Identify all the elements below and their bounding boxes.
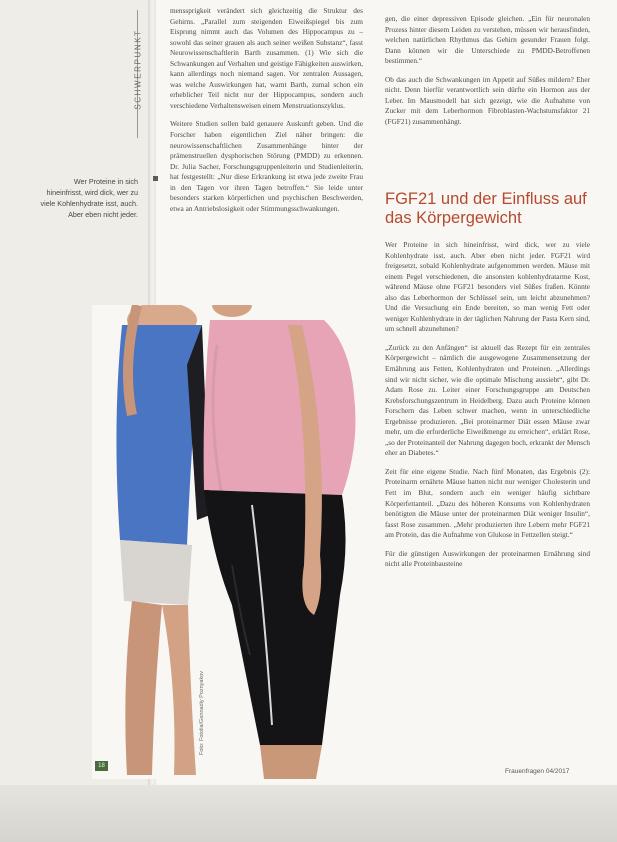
publication-footer: Frauenfragen 04/2017 <box>505 768 570 775</box>
article-photo <box>92 305 373 779</box>
article-column-right-lower <box>385 240 590 578</box>
article-paragraph: gen, die einer depressiven Episode gleichen. „Ein für neuronalen Prozess hinter diesem Leiden zu verstehen, müssen wir herausfinden, welchen natürlichen Rhythmus das Gehirn gesunder Frauen folgt. Dann können wir die Unterschiede zu PMDD-Betroffenen bestimmen.“ <box>385 14 590 66</box>
photo-illustration <box>92 305 373 779</box>
article-paragraph: Für die günstigen Auswirkungen der proteinarmen Ernährung sind nicht alle Proteinbausteine <box>385 548 590 569</box>
article-subheading: FGF21 und der Einfluss auf das Körpergewicht <box>385 190 587 227</box>
photo-credit-text: Foto: Fotolia/Gennadiy Poznyakov <box>199 670 205 756</box>
section-label-text: SCHWERPUNKT <box>133 29 143 110</box>
photo-credit <box>196 660 210 772</box>
article-column-right <box>385 14 590 135</box>
section-label <box>131 8 145 136</box>
margin-pull-quote: Wer Proteine in sich hineinfrisst, wird dick, wer zu viele Kohlenhydrate isst, auch. Aber eben nicht jeder. <box>40 177 138 219</box>
article-paragraph: Zeit für eine eigene Studie. Nach fünf Monaten, das Ergebnis (2): Proteinarm ernährte Mäuse hatten nicht nur weniger Cholesterin und Fett im Blut, sondern auch ein weniger häufig sichtbare Körperfettanteil. „Dazu des höheren Konsums von Kohlenhydraten benötigten die Mäuse unter der proteinarmen Diät weniger Insulin“, fasst Rose zusammen. „Mehr produzierten ihre Lebern mehr FGF21 am Protein, das die Aufnahme von Glukose in Fettzellen steigt.“ <box>385 466 590 540</box>
scan-background <box>0 785 617 842</box>
article-paragraph: Wer Proteine in sich hineinfrisst, wird dick, wer zu viele Kohlenhydrate isst, auch. Aber eben nicht jeder. FGF21 wird freigesetzt, sobald Kohlenhydrate aufgenommen werden. Mäuse mit einem Pegel verschiedenen, die ansonsten kohlenhydratarme Kost, während Mäuse ohne FGF21 besonders viel Süßes fraßen. Könnte also das Leberhormon der Schlüssel sein, um leicht abzunehmen? Und die Versuchung ein Ende bereiten, so man wenig Fett oder weniger Kohlenhydrate in der täglichen Nahrung der Pasta Kern sind, um schnell abzunehmen? <box>385 240 590 334</box>
article-paragraph: Ob das auch die Schwankungen im Appetit auf Süßes mildern? Eher nicht. Denn hierfür verantwortlich sein dürfte ein Hormon aus der Leber. Im Mausmodell hat sich gezeigt, wie die Aufnahme von Zucker mit dem Leberhormon Fibroblasten-Wachstumsfaktor 21 (FGF21) zusammenhängt. <box>385 74 590 126</box>
article-paragraph: menssprigkeit verändert sich gleichzeitig die Struktur des Gehirns. „Parallel zum steigenden Eiweißspiegel bis zum Eisprung nimmt auch das Volumen des Hippocampus zu – sowohl das seiner grauen als auch seiner weißen Substanz“, fasst Neurowissenschaftlerin Barth zusammen. (1) Wie sich die Schwankungen auf Verhalten und geistige Fähigkeiten auswirken, kann allerdings noch niemand sagen. Vor zentralen Aussagen, was welche Auswirkungen hat, warnt Barth, zumal schon ein erheblicher Teil nicht nur der Hippocampus, sondern auch verschiedene Verhaltensweisen einem Menstruationszyklus. <box>170 6 363 110</box>
page-number: 18 <box>95 761 108 771</box>
article-paragraph: Weitere Studien sollen bald genauere Auskunft geben. Und die Forscher haben eigentlichen Ziel näher bringen: die neurowissenschaftlichen Zusammenhänge hinter der prämenstruellen dysphorischen Störung (PMDD) zu erkennen. Dr. Julia Sacher, Forschungsgruppenleiterin und Studienleiterin, hat festgestellt: „Nur diese Erkrankung ist etwa jede zweite Frau in den Tagen vor ihren Tagen betroffen.“ Sie leide unter besonders starken körperlichen und psychischen Beschwerden, etwa an Antriebslosigkeit oder Stimmungsschwankungen. <box>170 119 363 213</box>
article-column-left <box>170 6 363 222</box>
paragraph-bullet-icon <box>153 176 158 181</box>
article-paragraph: „Zurück zu den Anfängen“ ist aktuell das Rezept für ein zentrales Körpergewicht – nämlich die ausgewogene Zusammensetzung der Ernährung aus Fetten, Kohlenhydraten und Proteinen. „Allerdings sind wir nicht sicher, wie die optimale Mischung aussieht“, gibt Dr. Adam Rose zu. Leiter einer Forschungsgruppe am Deutschen Krebsforschungszentrum in Heidelberg. Dazu auch Proteine können Forschern das Leben schwer machen, wenn in unterschiedliche Ergebnisse produzieren. „Bei proteinarmer Diät essen Mäuse zwar mehr, um die erforderliche Eiweißmenge zu erreichen“, erklärt Rose, „so der Proteinanteil der Nahrung dagegen hoch, erkrankt der Mensch eher an Diabetes.“ <box>385 342 590 458</box>
